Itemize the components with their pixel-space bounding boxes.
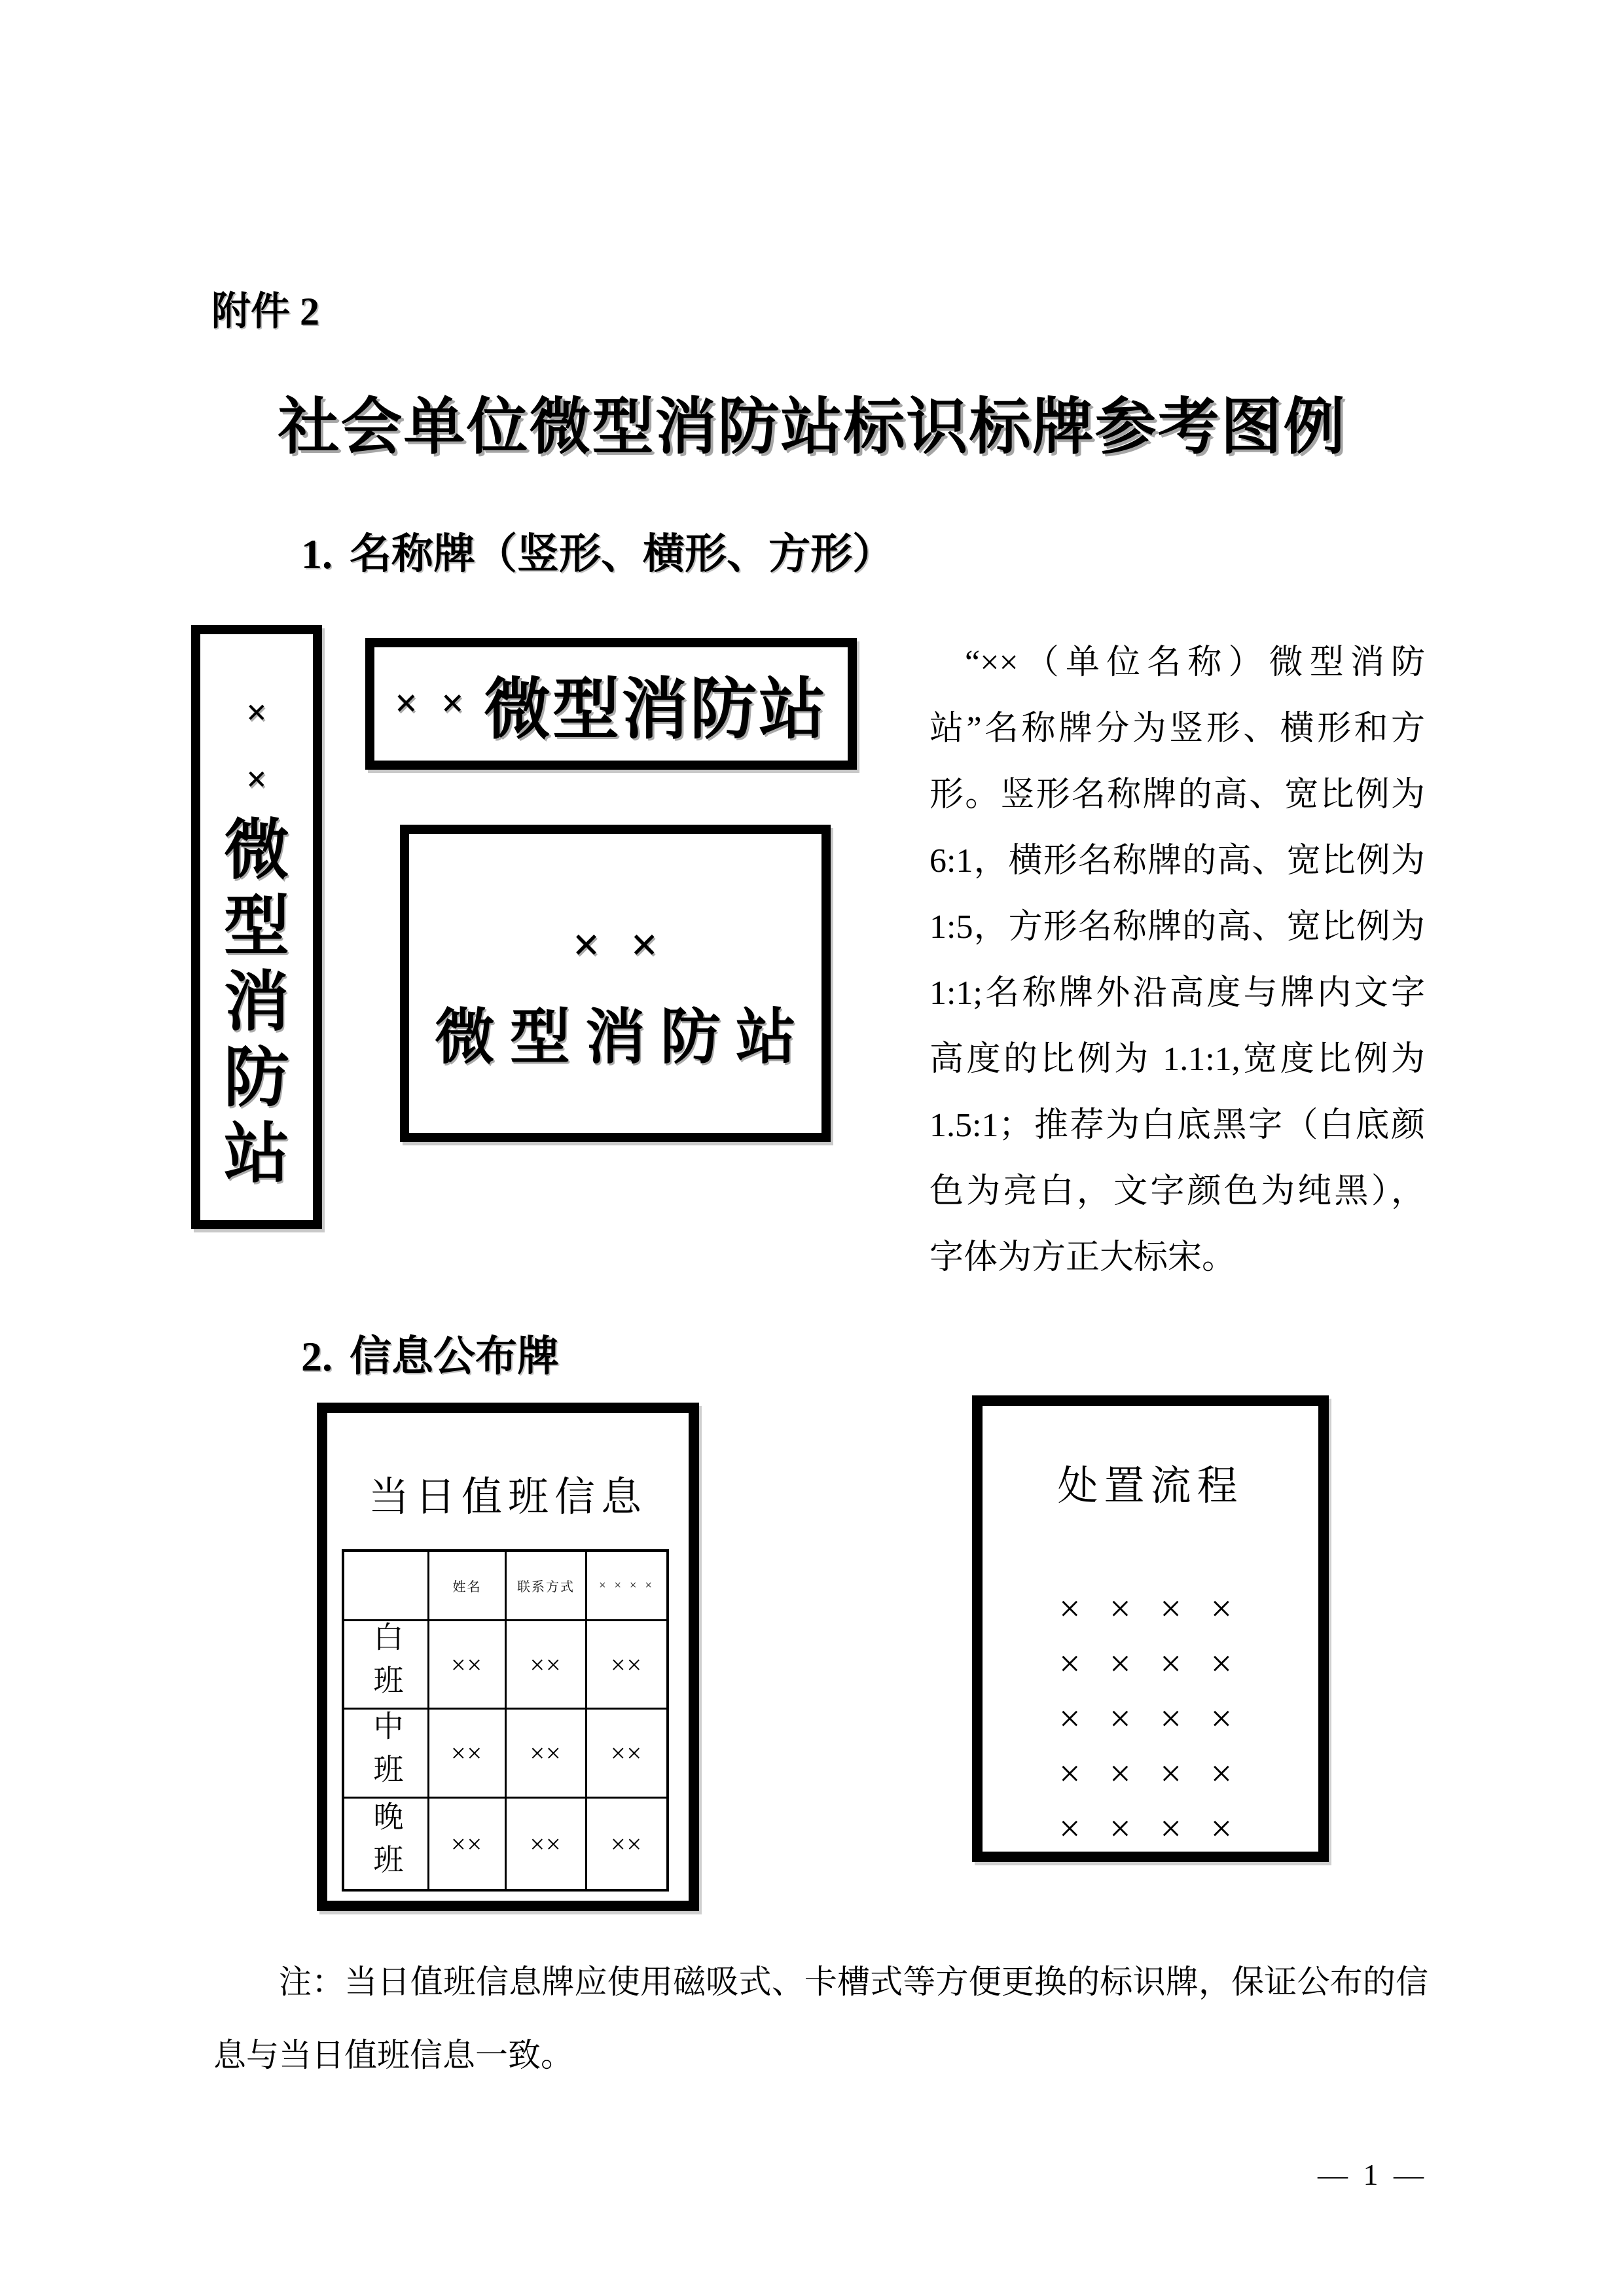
duty-table — [342, 1549, 669, 1892]
horizontal-sign-text: 微型消防站 — [484, 673, 828, 747]
section2-number: 2. — [301, 1333, 333, 1380]
duty-table-header-contact: 联系方式 — [507, 1552, 587, 1621]
vertical-sign-char: 站 — [224, 1117, 289, 1191]
footnote-line: 息与当日值班信息一致。 — [213, 2037, 573, 2073]
horizontal-name-sign — [365, 638, 857, 770]
duty-table-header-name: 姓名 — [429, 1552, 507, 1621]
process-step-row: × × × × — [1058, 1697, 1242, 1740]
process-panel — [972, 1395, 1329, 1862]
vertical-name-sign — [191, 625, 322, 1229]
process-step-row: × × × × — [1058, 1587, 1242, 1630]
horizontal-sign-x: × × — [394, 681, 471, 726]
duty-table-header-x: × × × × — [587, 1552, 666, 1621]
vertical-sign-char: 微 — [224, 814, 289, 887]
description-line: 6:1，横形名称牌的高、宽比例为 — [929, 842, 1425, 880]
square-sign-text: 微 型 消 防 站 — [434, 1004, 796, 1071]
footnote-line: 注：当日值班信息牌应使用磁吸式、卡槽式等方便更换的标识牌，保证公布的信 — [279, 1964, 1428, 2000]
square-sign-x: × × — [572, 918, 659, 972]
duty-info-panel — [317, 1403, 699, 1911]
description-line: 1.5:1；推荐为白底黑字（白底颜 — [929, 1107, 1425, 1144]
description-line: 站”名称牌分为竖形、横形和方 — [929, 710, 1425, 747]
duty-cell: ×× — [587, 1710, 666, 1799]
section1-heading — [301, 531, 894, 577]
duty-cell: ×× — [507, 1621, 587, 1710]
duty-cell: ×× — [429, 1710, 507, 1799]
square-name-sign — [400, 825, 831, 1142]
description-line: 1:1;名称牌外沿高度与牌内文字 — [929, 975, 1425, 1012]
vertical-sign-char: × — [246, 759, 267, 800]
description-line: 字体为方正大标宋。 — [929, 1239, 1236, 1276]
section2-title: 信息公布牌 — [350, 1333, 559, 1380]
section1-number: 1. — [301, 531, 333, 577]
process-panel-title: 处置流程 — [1057, 1464, 1244, 1509]
process-step-row: × × × × — [1058, 1642, 1242, 1685]
duty-row-label-night: 晚班 — [344, 1799, 429, 1889]
vertical-sign-char: × — [246, 692, 267, 733]
duty-cell: ×× — [610, 1829, 643, 1859]
duty-table-header-blank — [344, 1552, 429, 1621]
process-step-row: × × × × — [1058, 1807, 1242, 1850]
vertical-sign-char: 防 — [224, 1041, 289, 1115]
duty-row-label-day: 白班 — [344, 1621, 429, 1710]
footnote — [213, 1945, 1428, 2092]
description-line: 1:5，方形名称牌的高、宽比例为 — [929, 908, 1425, 946]
process-steps — [983, 1581, 1318, 1856]
document-title: 社会单位微型消防站标识标牌参考图例 — [278, 393, 1346, 461]
name-sign-description — [929, 630, 1425, 1291]
description-line: 高度的比例为 1.1:1,宽度比例为 — [929, 1041, 1425, 1078]
vertical-sign-char: 型 — [224, 889, 289, 963]
page-number: — 1 — — [1318, 2158, 1428, 2191]
attachment-label: 附件 2 — [211, 290, 319, 333]
duty-cell: ×× — [429, 1621, 507, 1710]
duty-row-label-middle: 中班 — [344, 1710, 429, 1799]
description-line: 色为亮白，文字颜色为纯黑）， — [929, 1173, 1425, 1210]
section1-title: 名称牌（竖形、横形、方形） — [350, 531, 894, 577]
description-line: “××（单位名称）微型消防 — [965, 644, 1425, 681]
duty-panel-title: 当日值班信息 — [368, 1475, 647, 1520]
description-line: 形。竖形名称牌的高、宽比例为 — [929, 776, 1425, 814]
process-step-row: × × × × — [1058, 1752, 1242, 1795]
duty-cell: ×× — [507, 1799, 587, 1889]
duty-cell: ×× — [587, 1621, 666, 1710]
vertical-sign-char: 消 — [224, 965, 289, 1039]
duty-cell: ×× — [507, 1710, 587, 1799]
duty-cell: ×× — [429, 1799, 507, 1889]
section2-heading — [301, 1334, 559, 1380]
